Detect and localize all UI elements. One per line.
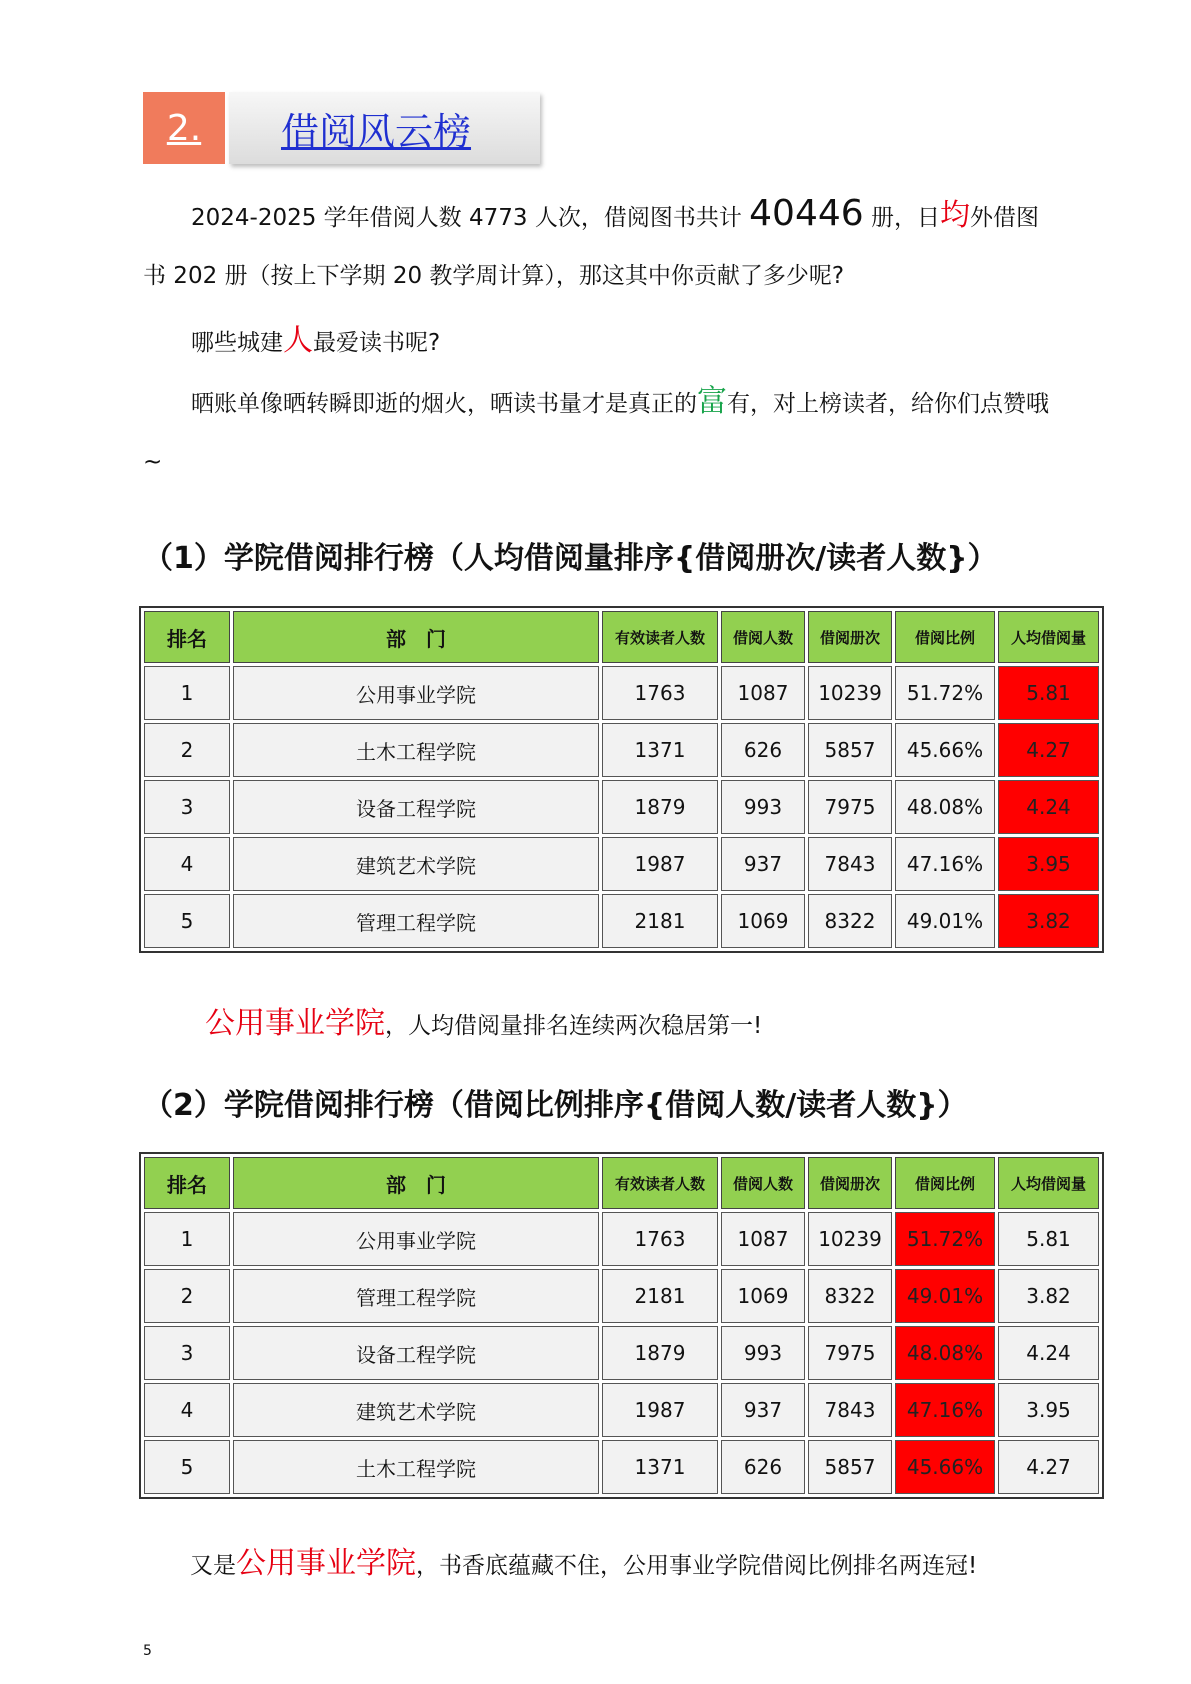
cell-ratio: 45.66% [895,1440,995,1494]
column-header-borrowers: 借阅人数 [721,1157,805,1209]
cell-department: 建筑艺术学院 [233,837,599,891]
table-row [144,723,1099,777]
note-text: ，书香底蕴藏不住，公用事业学院借阅比例排名两连冠! [416,1553,978,1579]
cell-readers: 1987 [602,1383,718,1437]
table-row [144,780,1099,834]
intro-text: 晒账单像晒转瞬即逝的烟火，晒读书量才是真正的 [191,391,697,417]
cell-borrowers: 1069 [721,894,805,948]
note-text: ，人均借阅量排名连续两次稳居第一! [385,1013,763,1039]
cell-rank: 1 [144,1212,230,1266]
cell-per-capita: 3.95 [998,1383,1099,1437]
cell-borrowers: 626 [721,1440,805,1494]
intro-highlight: 均 [940,198,970,233]
cell-department: 管理工程学院 [233,894,599,948]
cell-ratio: 47.16% [895,837,995,891]
table-row [144,1326,1099,1380]
cell-borrowers: 626 [721,723,805,777]
column-header-rank: 排名 [144,611,230,663]
column-header-rank: 排名 [144,1157,230,1209]
cell-ratio: 49.01% [895,1269,995,1323]
cell-borrowers: 1087 [721,666,805,720]
cell-department: 土木工程学院 [233,1440,599,1494]
column-header-per-capita: 人均借阅量 [998,611,1099,663]
highlight-college: 公用事业学院 [205,1006,385,1041]
column-header-department: 部 门 [233,611,599,663]
cell-ratio: 47.16% [895,1383,995,1437]
page-number: 5 [143,1643,152,1659]
cell-per-capita: 3.95 [998,837,1099,891]
table-row [144,1440,1099,1494]
cell-per-capita: 5.81 [998,666,1099,720]
cell-per-capita: 3.82 [998,1269,1099,1323]
cell-rank: 3 [144,780,230,834]
cell-rank: 4 [144,1383,230,1437]
cell-ratio: 51.72% [895,1212,995,1266]
ranking-note-1 [205,998,762,1042]
intro-paragraph-2 [143,312,1053,372]
note-text: 又是 [190,1553,236,1579]
intro-text: 有，对上榜读者，给你们点赞哦~ [143,391,1049,475]
table-row [144,894,1099,948]
cell-rank: 1 [144,666,230,720]
cell-loans: 8322 [808,1269,892,1323]
cell-per-capita: 4.24 [998,780,1099,834]
intro-text: 最爱读书呢? [313,330,441,356]
intro-text: 2024-2025 学年借阅人数 4773 人次，借阅图书共计 [191,205,750,231]
cell-readers: 1879 [602,780,718,834]
cell-readers: 1371 [602,723,718,777]
column-header-ratio: 借阅比例 [895,611,995,663]
column-header-readers: 有效读者人数 [602,1157,718,1209]
table-row [144,666,1099,720]
cell-loans: 8322 [808,894,892,948]
cell-rank: 3 [144,1326,230,1380]
cell-per-capita: 3.82 [998,894,1099,948]
cell-per-capita: 5.81 [998,1212,1099,1266]
cell-department: 建筑艺术学院 [233,1383,599,1437]
cell-readers: 1879 [602,1326,718,1380]
cell-borrowers: 1069 [721,1269,805,1323]
cell-readers: 1763 [602,1212,718,1266]
cell-loans: 7843 [808,837,892,891]
cell-department: 管理工程学院 [233,1269,599,1323]
cell-readers: 1371 [602,1440,718,1494]
cell-department: 设备工程学院 [233,1326,599,1380]
cell-loans: 5857 [808,1440,892,1494]
cell-rank: 2 [144,723,230,777]
table-row [144,837,1099,891]
cell-ratio: 49.01% [895,894,995,948]
ranking-heading-2: （2）学院借阅排行榜（借阅比例排序{借阅人数/读者人数}） [143,1088,968,1123]
cell-loans: 7975 [808,1326,892,1380]
cell-department: 设备工程学院 [233,780,599,834]
cell-rank: 5 [144,894,230,948]
cell-department: 公用事业学院 [233,1212,599,1266]
cell-per-capita: 4.27 [998,1440,1099,1494]
table-header-row [144,611,1099,663]
cell-rank: 2 [144,1269,230,1323]
cell-borrowers: 937 [721,837,805,891]
column-header-ratio: 借阅比例 [895,1157,995,1209]
intro-text: 哪些城建 [191,330,283,356]
highlight-college: 公用事业学院 [236,1546,416,1581]
column-header-readers: 有效读者人数 [602,611,718,663]
total-books-number: 40446 [749,193,864,234]
intro-highlight: 富 [697,384,727,419]
intro-text: 外借图书 202 册（按上下学期 20 教学周计算），那这其中你贡献了多少呢? [143,205,1039,289]
ranking-heading-1: （1）学院借阅排行榜（人均借阅量排序{借阅册次/读者人数}） [143,541,998,576]
cell-borrowers: 937 [721,1383,805,1437]
intro-paragraph-3 [143,373,1053,491]
intro-text: 册，日 [863,205,940,231]
column-header-loans: 借阅册次 [808,611,892,663]
cell-ratio: 45.66% [895,723,995,777]
ranking-table-per-capita [139,606,1104,953]
cell-borrowers: 1087 [721,1212,805,1266]
ranking-table-ratio [139,1152,1104,1499]
cell-readers: 2181 [602,1269,718,1323]
cell-ratio: 48.08% [895,780,995,834]
cell-loans: 10239 [808,1212,892,1266]
cell-readers: 1763 [602,666,718,720]
table-row [144,1212,1099,1266]
section-banner [143,92,540,164]
cell-rank: 5 [144,1440,230,1494]
ranking-note-2 [190,1538,977,1582]
section-title[interactable]: 借阅风云榜 [229,92,540,164]
cell-ratio: 51.72% [895,666,995,720]
cell-department: 土木工程学院 [233,723,599,777]
intro-paragraph-1 [143,185,1053,305]
table-row [144,1269,1099,1323]
cell-ratio: 48.08% [895,1326,995,1380]
cell-borrowers: 993 [721,780,805,834]
cell-rank: 4 [144,837,230,891]
column-header-loans: 借阅册次 [808,1157,892,1209]
cell-loans: 7843 [808,1383,892,1437]
cell-per-capita: 4.24 [998,1326,1099,1380]
cell-per-capita: 4.27 [998,723,1099,777]
cell-readers: 2181 [602,894,718,948]
section-number: 2. [143,92,225,164]
cell-readers: 1987 [602,837,718,891]
cell-loans: 5857 [808,723,892,777]
cell-department: 公用事业学院 [233,666,599,720]
cell-loans: 7975 [808,780,892,834]
column-header-department: 部 门 [233,1157,599,1209]
table-row [144,1383,1099,1437]
cell-loans: 10239 [808,666,892,720]
table-header-row [144,1157,1099,1209]
cell-borrowers: 993 [721,1326,805,1380]
intro-highlight: 人 [283,323,313,358]
column-header-per-capita: 人均借阅量 [998,1157,1099,1209]
column-header-borrowers: 借阅人数 [721,611,805,663]
